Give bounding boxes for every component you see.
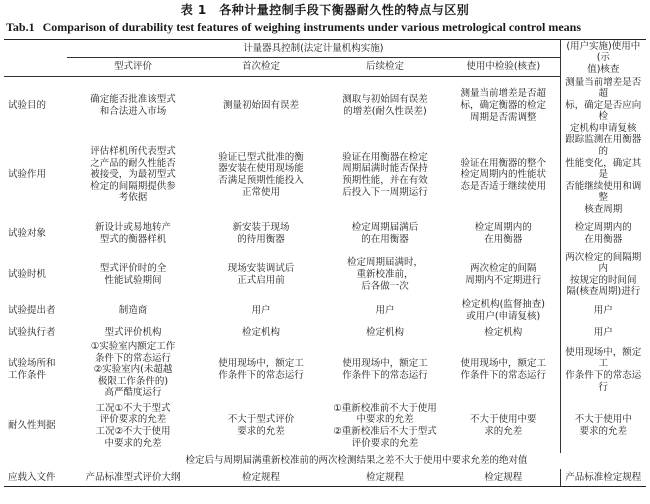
- row-label-text: 试验执行者: [8, 326, 56, 338]
- cell-line: 评价要求的允差: [351, 437, 419, 449]
- table-cell: [447, 399, 560, 453]
- header-corner: [4, 40, 67, 58]
- cell-line: 用户: [251, 305, 271, 317]
- cell-line: 测取与初始固有误差: [342, 94, 428, 106]
- cell-line: 的在用衡器: [361, 233, 409, 245]
- cell-line: ①实验室内额定工作: [90, 341, 176, 352]
- cell-line: 评价要求的允差: [99, 414, 167, 426]
- cell-line: 型式评价机构: [104, 326, 162, 338]
- table-title-english-text: Comparison of durability test features of weighing instruments under various metrological control means: [42, 20, 582, 34]
- cell-line: 和合法进入市场: [99, 105, 167, 117]
- row-label-text: 试验提出者: [8, 305, 56, 317]
- table-row: [4, 341, 646, 399]
- cell-line: 在用衡器: [584, 233, 623, 245]
- table-cell: [323, 252, 447, 298]
- cell-line: 后投入下一周期运行: [342, 186, 428, 198]
- cell-line: 检定机构: [484, 326, 523, 338]
- table-cell: [199, 252, 323, 298]
- cell-line: 周期届满时能否保持: [342, 163, 428, 175]
- cell-line: 隔(核查周期)进行: [566, 286, 641, 298]
- table-cell: [447, 298, 560, 324]
- header-usage-check: [560, 40, 646, 77]
- table-cell: [323, 324, 447, 341]
- cell-line: 不大于型式评价: [227, 414, 295, 426]
- row-label-text: 耐久性判据: [8, 420, 56, 432]
- cell-line: 用户: [593, 305, 613, 317]
- cell-line: 验证在用衡器的整个: [460, 157, 547, 169]
- table-row: [4, 134, 646, 215]
- row-label: [4, 298, 67, 324]
- table-title-english: [6, 20, 646, 34]
- table-cell: [199, 134, 323, 215]
- table-cell: [447, 134, 560, 215]
- table-cell: [447, 216, 560, 252]
- table-title-chinese: 表 1 各种计量控制手段下衡器耐久性的特点与区别: [180, 3, 470, 17]
- table-cell: [560, 399, 646, 453]
- cell-line: 验证在用衡器在检定: [342, 151, 428, 163]
- table-cell: [199, 341, 323, 399]
- cell-line: 否能继续使用和调整: [565, 180, 642, 204]
- cell-line: 在用衡器: [484, 233, 523, 245]
- cell-line: 检定周期届满时，: [346, 257, 423, 269]
- cell-line: 正式启用前: [237, 274, 285, 286]
- note-blank: [4, 453, 67, 469]
- cell-line: 作条件下的常态运行: [565, 369, 642, 393]
- cell-line: 核查周期: [584, 204, 623, 216]
- table-cell: [560, 77, 646, 135]
- table-cell: [323, 341, 447, 399]
- table-row: [4, 324, 646, 341]
- table-cell: [560, 298, 646, 324]
- header-in-service-inspection: 使用中检验(核查): [447, 58, 560, 77]
- cell-line: 高严酷度运行: [104, 387, 162, 399]
- cell-line: 态是否适于继续使用: [460, 180, 547, 192]
- table-cell: [323, 77, 447, 135]
- cell-line: ②重新校准后不大于型式: [333, 425, 437, 437]
- cell-line: 求的允差: [484, 425, 523, 437]
- row-label-text: 试验时机: [8, 269, 47, 281]
- cell-line: 或用户(申请复核): [466, 311, 541, 322]
- cell-line: 标，确定衡器的检定: [460, 99, 547, 111]
- cell-line: 定机构申请复核: [570, 122, 637, 134]
- row-label-text: 试验对象: [8, 227, 47, 239]
- table-cell: [323, 134, 447, 215]
- table-cell: [560, 216, 646, 252]
- cell-line: 两次检定的间隔期内: [565, 251, 642, 275]
- cell-line: ②实验室内(未超越: [93, 364, 173, 376]
- cell-line: 中要求的允差: [356, 414, 414, 426]
- header-group: 计量器具控制(法定计量机构实施): [67, 40, 560, 58]
- comparison-table: [4, 39, 646, 487]
- cell-line: 使用现场中，额定工: [460, 358, 547, 370]
- row-label-text: 试验作用: [8, 169, 47, 181]
- table-cell: [447, 252, 560, 298]
- table-cell: [67, 77, 199, 135]
- cell-line: 被接受，为最初型式: [90, 169, 176, 181]
- cell-line: 中要求的允差: [104, 437, 162, 449]
- row-label: [4, 399, 67, 453]
- cell-line: 检定周期届满后: [351, 222, 419, 234]
- table-cell: [447, 77, 560, 135]
- cell-line: 使用现场中，额定工: [565, 346, 642, 370]
- row-label-text: 试验场所和: [8, 358, 56, 370]
- table-number: Tab.1: [6, 20, 35, 34]
- cell-line: 性能试验期间: [104, 274, 162, 286]
- cell-line: 新安装于现场: [232, 222, 290, 234]
- table-cell: [560, 252, 646, 298]
- header-usage-check-line1: (用户实施)使用中(示: [566, 40, 641, 64]
- cell-line: 否满足预期性能投入: [218, 175, 304, 187]
- cell-line: 的增差(耐久性误差): [343, 105, 427, 117]
- cell-line: 跟踪监测在用衡器的: [565, 134, 642, 158]
- table-cell: [67, 324, 199, 341]
- table-cell: [560, 324, 646, 341]
- cell-line: 之产品的耐久性能否: [90, 157, 176, 169]
- row-label: 应载入文件: [4, 469, 67, 487]
- row-label-text-2: 工作条件: [8, 369, 47, 381]
- cell-line: 要求的允差: [237, 425, 285, 437]
- table-cell: [323, 298, 447, 324]
- cell-line: 周期是否需调整: [470, 111, 537, 123]
- cell-line: 新设计或易地转产: [94, 222, 171, 234]
- table-row: [4, 252, 646, 298]
- cell-line: 标，确定是否应向检: [565, 99, 642, 123]
- cell-line: ①重新校准前不大于使用: [333, 402, 437, 414]
- cell-line: 现场安装调试后: [227, 263, 295, 275]
- cell-line: 要求的允差: [579, 425, 628, 437]
- table-cell: [199, 324, 323, 341]
- table-cell: 产品标准检定规程: [560, 469, 646, 487]
- table-cell: [67, 298, 199, 324]
- table-cell: [67, 399, 199, 453]
- table-row-documents: [4, 469, 646, 487]
- note-row: [4, 453, 646, 469]
- cell-line: 极限工作条件的): [97, 375, 169, 387]
- cell-line: 不大于使用中: [574, 414, 632, 426]
- row-label: [4, 134, 67, 215]
- table-cell: 检定规程: [447, 469, 560, 487]
- table-cell: [447, 341, 560, 399]
- table-cell: [323, 216, 447, 252]
- cell-line: 测量当前增差是否超: [565, 76, 642, 100]
- cell-line: 条件下的常态运行: [94, 352, 171, 364]
- cell-line: 性能变化，确定其是: [565, 157, 642, 181]
- cell-line: 测量初始固有误差: [222, 99, 299, 111]
- table-cell: 产品标准型式评价大纲: [67, 469, 199, 487]
- cell-line: 型式评价时的全: [99, 263, 167, 275]
- table-row: [4, 298, 646, 324]
- note-text: 检定后与周期届满重新校准前的两次检测结果之差不大于使用中要求允差的绝对值: [185, 455, 528, 467]
- table-cell: 检定规程: [323, 469, 447, 487]
- header-subsequent-verification: 后续检定: [323, 58, 447, 77]
- row-label: [4, 341, 67, 399]
- cell-line: 型式的衡器样机: [99, 233, 167, 245]
- cell-line: 按规定的时间间: [570, 274, 637, 286]
- cell-line: 评估样机所代表型式: [90, 146, 176, 158]
- table-cell: 检定规程: [199, 469, 323, 487]
- cell-line: 考依据: [118, 192, 148, 204]
- table-cell: [67, 216, 199, 252]
- cell-line: 重新校准前，: [356, 269, 414, 281]
- header-blank: [4, 58, 67, 77]
- cell-line: 的待用衡器: [237, 233, 285, 245]
- cell-line: 器安装在使用现场能: [218, 163, 304, 175]
- table-cell: [67, 252, 199, 298]
- cell-line: 后各做一次: [361, 280, 409, 292]
- table-row: [4, 216, 646, 252]
- table-cell: [447, 324, 560, 341]
- table-cell: [199, 216, 323, 252]
- row-label: [4, 216, 67, 252]
- cell-line: 检定周期内的: [574, 222, 632, 234]
- row-label-text: 试验目的: [8, 99, 47, 111]
- row-label: [4, 252, 67, 298]
- cell-line: 测量当前增差是否超: [460, 88, 547, 100]
- cell-line: 检定周期内的: [474, 222, 532, 234]
- cell-line: 验证已型式批准的衡: [218, 151, 304, 163]
- cell-line: 两次检定的间隔: [470, 263, 537, 275]
- cell-line: 确定能否批准该型式: [90, 94, 176, 106]
- cell-line: 检定周期内的性能状: [460, 169, 547, 181]
- cell-line: 制造商: [118, 305, 148, 317]
- cell-line: 用户: [593, 326, 613, 338]
- cell-line: 作条件下的常态运行: [460, 369, 547, 381]
- cell-line: 检定机构: [241, 326, 280, 338]
- table-cell: [560, 341, 646, 399]
- cell-line: 检定机构: [365, 326, 404, 338]
- cell-line: 检定的间隔期提供参: [90, 180, 176, 192]
- table-cell: [560, 134, 646, 215]
- cell-line: 作条件下的常态运行: [218, 369, 304, 381]
- cell-line: 使用现场中，额定工: [342, 358, 428, 370]
- header-initial-verification: 首次检定: [199, 58, 323, 77]
- cell-line: 工况①不大于型式: [95, 402, 171, 414]
- table-cell: [323, 399, 447, 453]
- cell-line: 使用现场中，额定工: [218, 358, 304, 370]
- cell-line: 正常使用: [241, 186, 280, 198]
- table-cell: [199, 298, 323, 324]
- row-label: [4, 324, 67, 341]
- table-cell: [199, 399, 323, 453]
- cell-line: 不大于使用中要: [470, 414, 537, 426]
- table-cell: [199, 77, 323, 135]
- cell-line: 用户: [375, 305, 395, 317]
- header-usage-check-line2: 值)核查: [587, 64, 620, 76]
- table-cell: [67, 341, 199, 399]
- row-label: [4, 77, 67, 135]
- table-row: [4, 399, 646, 453]
- cell-line: 作条件下的常态运行: [342, 369, 428, 381]
- table-row: [4, 77, 646, 135]
- cell-line: 周期内不定期进行: [465, 274, 542, 286]
- cell-line: 检定机构(监督抽查): [461, 299, 545, 311]
- header-type-evaluation: 型式评价: [67, 58, 199, 77]
- cell-line: 预期性能，并在有效: [342, 175, 428, 187]
- table-cell: [67, 134, 199, 215]
- cell-line: 工况②不大于使用: [95, 425, 171, 437]
